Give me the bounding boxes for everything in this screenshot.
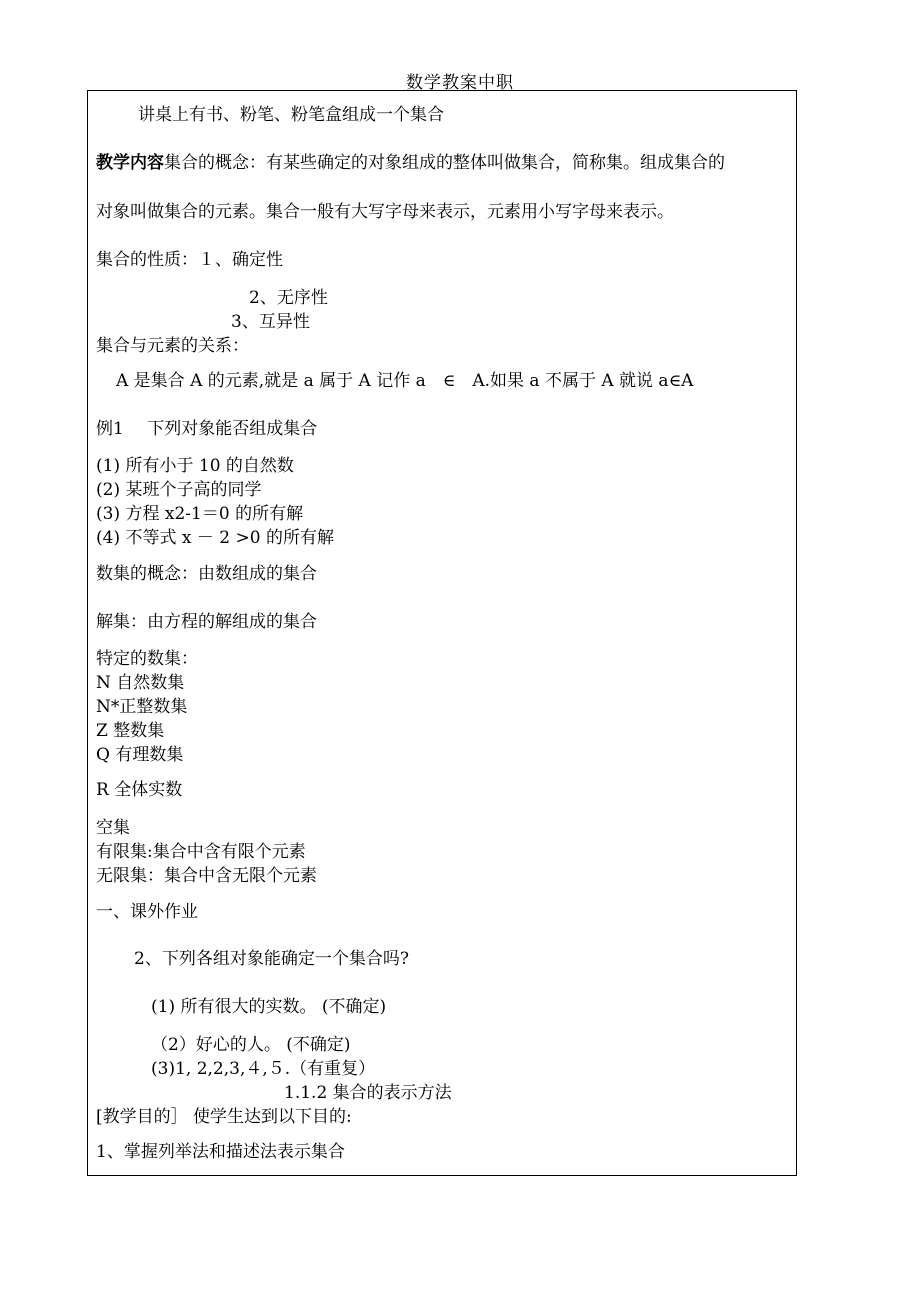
concept-line-2: 对象叫做集合的元素。集合一般有大写字母来表示，元素用小写字母来表示。: [96, 202, 674, 222]
section-title: 1.1.2 集合的表示方法: [284, 1083, 452, 1103]
objective-label: [教学目的］ 使学生达到以下目的:: [96, 1107, 352, 1127]
special-set-item: N*正整数集: [96, 697, 188, 717]
special-set-item: R 全体实数: [96, 780, 183, 800]
homework-item: (1) 所有很大的实数。 (不确定): [151, 997, 387, 1017]
example-title: 下列对象能否组成集合: [147, 419, 318, 439]
special-set-item: N 自然数集: [96, 673, 185, 693]
example-label: 例1: [96, 419, 124, 439]
special-set-item: Q 有理数集: [96, 745, 184, 765]
special-set-item: Z 整数集: [96, 721, 165, 741]
number-set-concept: 数集的概念：由数组成的集合: [96, 564, 317, 584]
empty-set: 空集: [96, 818, 130, 838]
concept-line-1: [96, 152, 725, 174]
homework-title: 一、课外作业: [96, 902, 198, 922]
properties-title: 集合的性质：１、确定性: [96, 250, 283, 270]
example-item: (4) 不等式 x － 2 >0 的所有解: [96, 528, 334, 548]
relation-title: 集合与元素的关系：: [96, 336, 249, 356]
example-item: (1) 所有小于 10 的自然数: [96, 456, 294, 476]
concept-text-1: 集合的概念：有某些确定的对象组成的整体叫做集合，简称集。组成集合的: [164, 153, 725, 173]
page-header: 数学教案中职: [406, 73, 514, 93]
solution-set: 解集：由方程的解组成的集合: [96, 612, 317, 632]
example-item: (2) 某班个子高的同学: [96, 480, 262, 500]
relation-text: A 是集合 A 的元素,就是 a 属于 A 记作 a ∈ A.如果 a 不属于 A 就说 a∈A: [116, 371, 694, 391]
intro-text: 讲桌上有书、粉笔、粉笔盒组成一个集合: [138, 105, 444, 125]
special-sets-title: 特定的数集：: [96, 649, 198, 669]
homework-item: (3)1, 2,2,3,４,５.（有重复）: [151, 1059, 376, 1079]
infinite-set: 无限集：集合中含无限个元素: [96, 866, 317, 886]
homework-question-2: 2、下列各组对象能确定一个集合吗?: [134, 949, 409, 969]
finite-set: 有限集:集合中含有限个元素: [96, 842, 306, 862]
example-item: (3) 方程 x2-1＝0 的所有解: [96, 504, 304, 524]
property-2: 2、无序性: [249, 288, 328, 308]
homework-item: （2）好心的人。 (不确定): [151, 1035, 351, 1055]
concept-label: 教学内容: [96, 153, 164, 173]
property-3: 3、互异性: [231, 312, 310, 332]
example-heading: [96, 418, 317, 440]
objective-1: 1、掌握列举法和描述法表示集合: [96, 1142, 345, 1162]
